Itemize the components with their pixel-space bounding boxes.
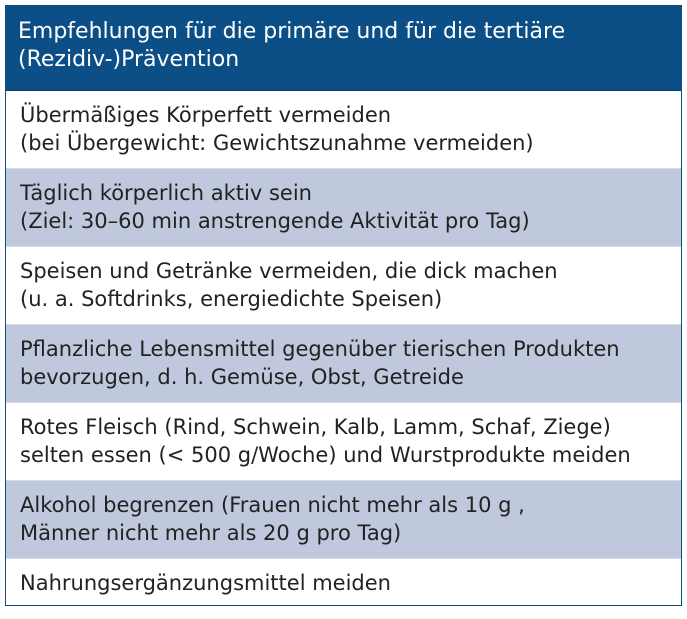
row-3-line-1: Speisen und Getränke vermeiden, die dick machen [20,259,558,283]
row-7-line-1: Nahrungsergänzungsmittel meiden [20,571,391,595]
row-5-line-2: selten essen (< 500 g/Woche) und Wurstprodukte meiden [20,443,631,467]
table-row [6,481,681,559]
table-header [6,6,681,91]
row-6-line-1: Alkohol begrenzen (Frauen nicht mehr als 10 g , [20,493,525,517]
header-line-2: (Rezidiv-)Prävention [18,47,240,72]
table-row [6,325,681,403]
row-3-line-2: (u. a. Softdrinks, energiedichte Speisen) [20,287,443,311]
table-row [6,247,681,325]
table-row [6,169,681,247]
row-1-line-1: Übermäßiges Körperfett vermeiden [20,103,392,127]
row-1-line-2: (bei Übergewicht: Gewichtszunahme vermeiden) [20,131,534,155]
table-row [6,559,681,619]
row-4-line-1: Pflanzliche Lebensmittel gegenüber tierischen Produkten [20,337,620,361]
row-4-line-2: bevorzugen, d. h. Gemüse, Obst, Getreide [20,365,464,389]
recommendations-table [5,5,682,606]
table-row [6,91,681,169]
row-2-line-2: (Ziel: 30–60 min anstrengende Aktivität pro Tag) [20,209,530,233]
row-5-line-1: Rotes Fleisch (Rind, Schwein, Kalb, Lamm, Schaf, Ziege) [20,415,611,439]
table-row [6,403,681,481]
row-2-line-1: Täglich körperlich aktiv sein [20,181,312,205]
row-6-line-2: Männer nicht mehr als 20 g pro Tag) [20,521,402,545]
header-line-1: Empfehlungen für die primäre und für die tertiäre [18,19,566,44]
